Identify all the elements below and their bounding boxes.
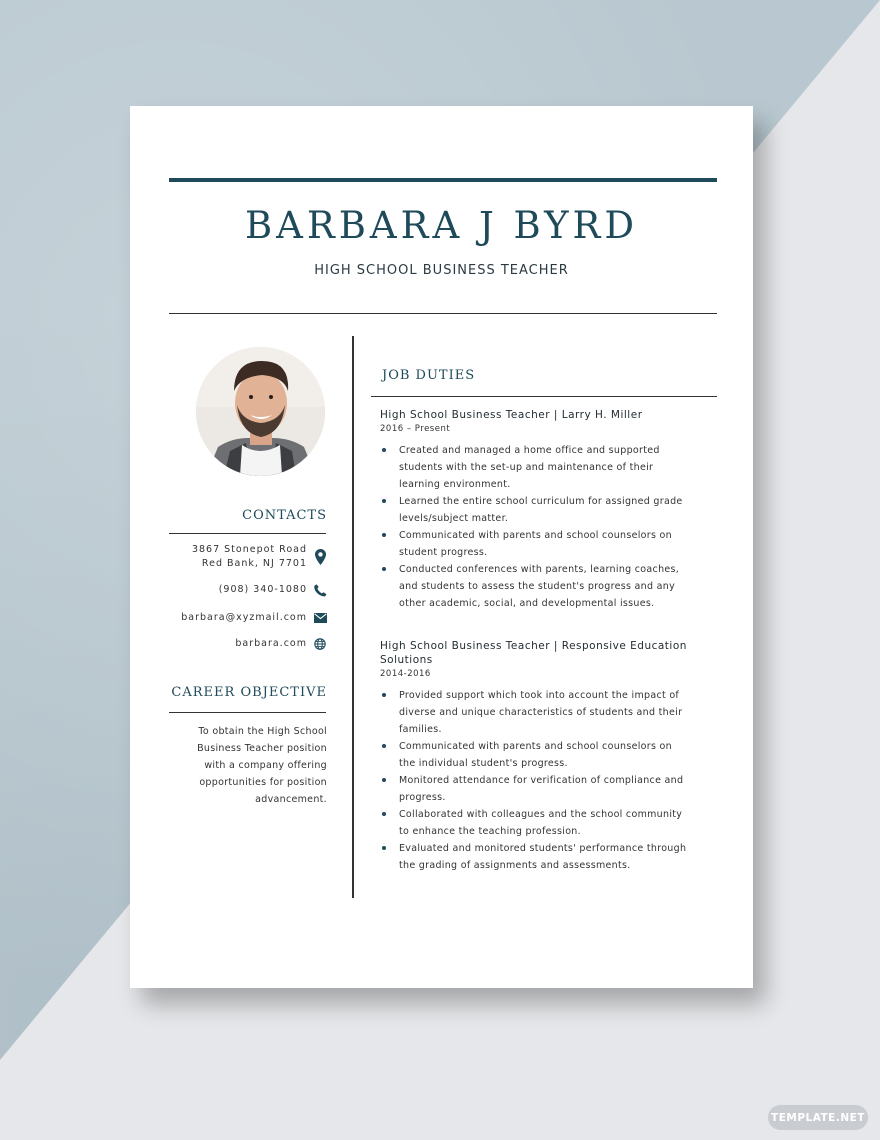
- job-dates: 2016 – Present: [380, 424, 451, 434]
- list-item: Communicated with parents and school counselors on student progress.: [380, 527, 690, 561]
- job-duties-heading: JOB DUTIES: [382, 368, 476, 383]
- career-objective-heading: CAREER OBJECTIVE: [171, 685, 327, 700]
- contact-phone: [219, 583, 327, 597]
- candidate-title: HIGH SCHOOL BUSINESS TEACHER: [314, 263, 569, 278]
- list-item: Monitored attendance for verification of compliance and progress.: [380, 772, 690, 806]
- contacts-divider: [169, 533, 326, 534]
- list-item: Evaluated and monitored students' performance through the grading of assignments and assessments.: [380, 840, 690, 874]
- contact-address: [192, 543, 327, 571]
- website-url[interactable]: barbara.com: [235, 638, 307, 649]
- list-item: Provided support which took into account the impact of diverse and unique characteristics of students and their families.: [380, 687, 690, 738]
- contact-website[interactable]: [235, 637, 327, 651]
- job-entry-2: [380, 639, 690, 874]
- profile-photo: [196, 347, 325, 476]
- list-item: Communicated with parents and school counselors on the individual student's progress.: [380, 738, 690, 772]
- job-duties-list: [380, 687, 690, 874]
- envelope-icon: [313, 613, 327, 623]
- watermark-badge: TEMPLATE.NET: [768, 1105, 868, 1130]
- phone-number: (908) 340-1080: [218, 584, 307, 595]
- list-item: Conducted conferences with parents, learning coaches, and students to assess the student's progress and any other academic, social, and developmental issues.: [380, 561, 690, 612]
- job-title: High School Business Teacher | Responsive Education Solutions: [380, 640, 687, 666]
- career-objective-divider: [169, 712, 326, 713]
- career-objective-text: To obtain the High School Business Teacher position with a company offering opportunities for position advancement.: [197, 726, 327, 805]
- candidate-name: BARBARA J BYRD: [244, 204, 639, 247]
- address-line2: Red Bank, NJ 7701: [201, 558, 307, 569]
- header-accent-bar: [169, 178, 717, 182]
- job-duties-list: [380, 442, 690, 612]
- phone-icon: [313, 584, 327, 597]
- globe-icon: [313, 638, 327, 650]
- list-item: Learned the entire school curriculum for assigned grade levels/subject matter.: [380, 493, 690, 527]
- location-pin-icon: [313, 549, 327, 565]
- list-item: Collaborated with colleagues and the school community to enhance the teaching profession.: [380, 806, 690, 840]
- address-line1: 3867 Stonepot Road: [191, 544, 307, 555]
- job-duties-divider: [371, 396, 717, 397]
- header-divider: [169, 313, 717, 314]
- job-entry-1: [380, 408, 690, 612]
- job-title: High School Business Teacher | Larry H. Miller: [380, 409, 643, 421]
- resume-page: [130, 106, 753, 988]
- contact-email[interactable]: [181, 611, 327, 625]
- column-divider: [352, 336, 354, 898]
- contacts-heading: CONTACTS: [242, 508, 327, 523]
- email-address[interactable]: barbara@xyzmail.com: [181, 612, 307, 623]
- list-item: Created and managed a home office and supported students with the set-up and maintenance of their learning environment.: [380, 442, 690, 493]
- job-dates: 2014-2016: [380, 669, 431, 679]
